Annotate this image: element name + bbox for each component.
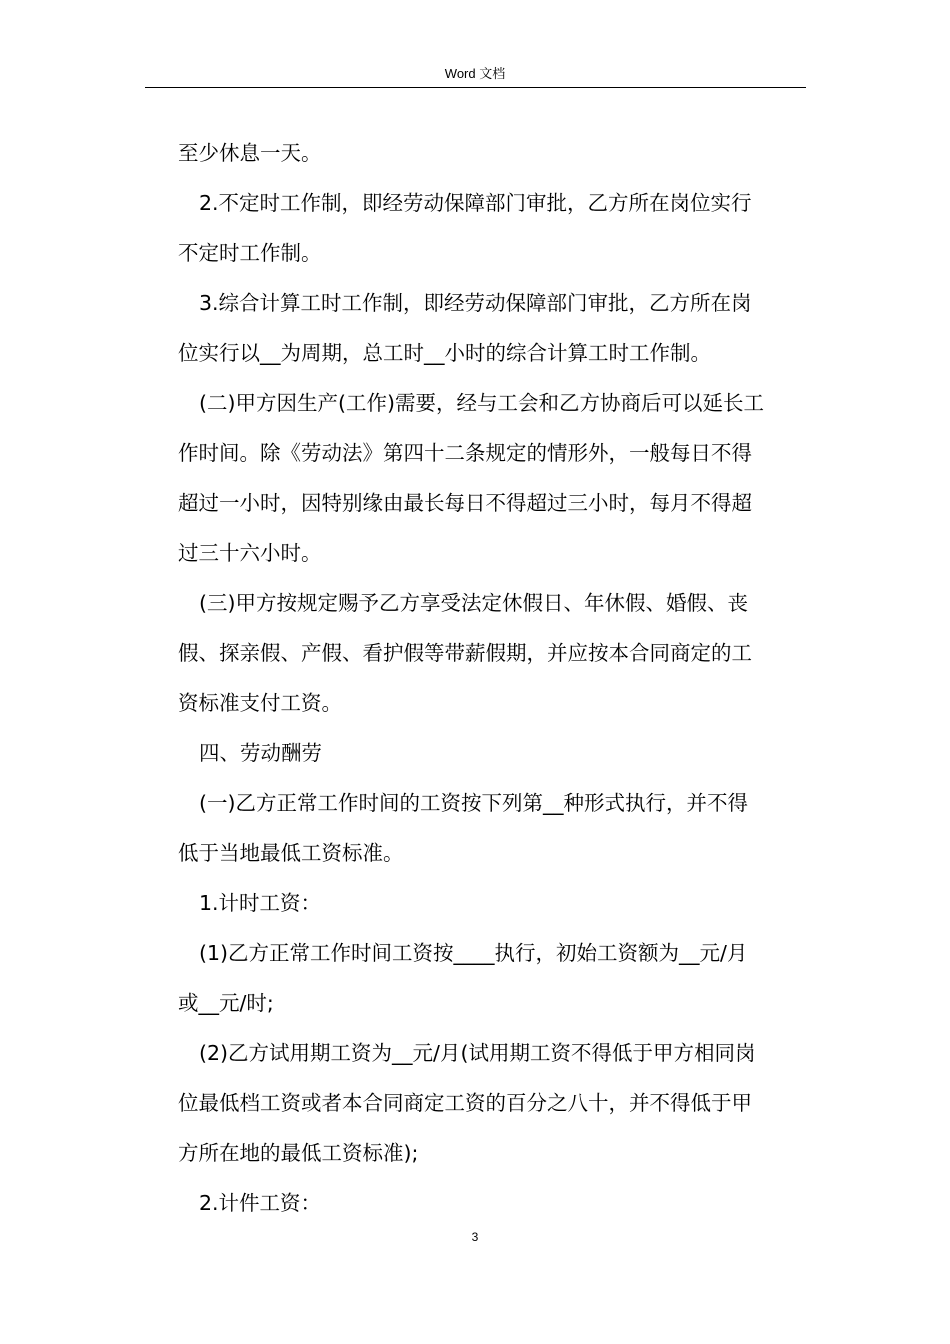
paragraph-line: (二)甲方因生产(工作)需要，经与工会和乙方协商后可以延长工 (199, 391, 764, 415)
section-heading: 四、劳动酬劳 (199, 741, 322, 765)
header-divider (145, 87, 806, 88)
paragraph-line: 位实行以__为周期，总工时__小时的综合计算工时工作制。 (178, 341, 711, 365)
paragraph-line: 作时间。除《劳动法》第四十二条规定的情形外，一般每日不得 (178, 441, 752, 465)
paragraph-line: 位最低档工资或者本合同商定工资的百分之八十，并不得低于甲 (178, 1091, 752, 1115)
paragraph-line: 2.计件工资： (199, 1191, 322, 1215)
page-header-title: Word 文档 (444, 66, 506, 81)
paragraph-line: 低于当地最低工资标准。 (178, 841, 404, 865)
paragraph-line: 3.综合计算工时工作制，即经劳动保障部门审批，乙方所在岗 (199, 291, 752, 315)
paragraph-line: 1.计时工资： (199, 891, 322, 915)
paragraph-line: 超过一小时，因特别缘由最长每日不得超过三小时，每月不得超 (178, 491, 752, 515)
paragraph-line: 或__元/时; (178, 991, 274, 1015)
paragraph-line: 过三十六小时。 (178, 541, 322, 565)
paragraph-line: 假、探亲假、产假、看护假等带薪假期，并应按本合同商定的工 (178, 641, 752, 665)
paragraph-line: (三)甲方按规定赐予乙方享受法定休假日、年休假、婚假、丧 (199, 591, 748, 615)
paragraph-line: (2)乙方试用期工资为__元/月(试用期工资不得低于甲方相同岗 (199, 1041, 756, 1065)
paragraph-line: 至少休息一天。 (178, 141, 322, 165)
paragraph-line: (1)乙方正常工作时间工资按____执行，初始工资额为__元/月 (199, 941, 748, 965)
paragraph-line: 不定时工作制。 (178, 241, 322, 265)
paragraph-line: 方所在地的最低工资标准); (178, 1141, 419, 1165)
page-number: 3 (471, 1230, 479, 1244)
paragraph-line: 2.不定时工作制，即经劳动保障部门审批，乙方所在岗位实行 (199, 191, 752, 215)
paragraph-line: 资标准支付工资。 (178, 691, 342, 715)
paragraph-line: (一)乙方正常工作时间的工资按下列第__种形式执行，并不得 (199, 791, 748, 815)
document-body (178, 128, 808, 1228)
